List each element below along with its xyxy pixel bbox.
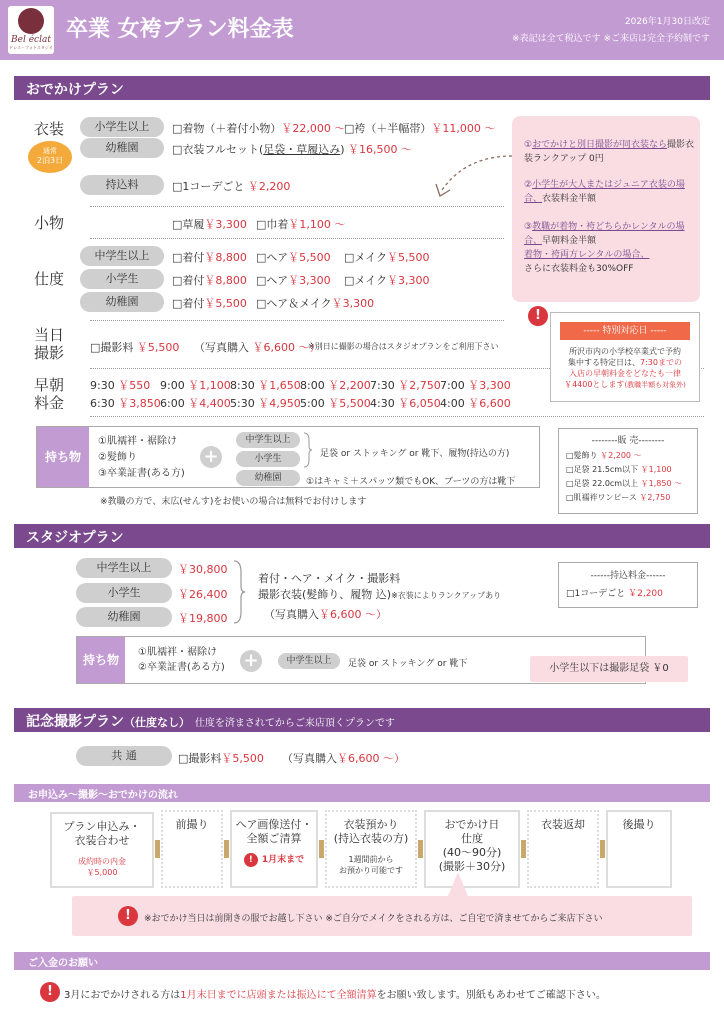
early-fee-entry	[370, 395, 441, 411]
flow-step-label: 衣装返却	[541, 818, 585, 831]
item-name: □着付	[172, 251, 205, 264]
sale-item	[566, 477, 682, 491]
sale-item-price: ￥2,750	[639, 493, 671, 502]
studio-carryin-item	[566, 586, 663, 599]
purchase-price: ￥6,600 ～）	[252, 341, 321, 354]
item-name: □着付	[172, 274, 205, 287]
dashed-arrow-icon	[426, 150, 516, 200]
bring-label: 持ち物	[37, 427, 89, 487]
early-fee-entry	[370, 377, 441, 393]
item-price: ￥3,300	[288, 274, 331, 287]
flow-step-label: (40～90分)	[442, 846, 502, 859]
early-fee-entry	[230, 377, 301, 393]
bring-note-2: ①はキャミ＋スパッツ類でもOK、ブーツの方は靴下	[306, 477, 516, 487]
flow-note: ※おでかけ当日は前開きの服でお越し下さい ※ご自分でメイクをされる方は、ご自宅で済ませてからご来店下さい	[144, 914, 603, 924]
prep-row-kinder-hairmake	[256, 295, 374, 311]
divider	[90, 238, 504, 239]
info-num: ②	[524, 180, 533, 190]
early-price: ￥3,850	[118, 397, 161, 410]
tag-prep-elementary: 小学生	[80, 269, 164, 289]
item-underlined: 足袋・草履込み	[263, 143, 341, 156]
costume-item-fullset	[172, 141, 412, 157]
purchase-label: （写真購入	[194, 341, 249, 354]
section-studio-plan	[14, 524, 710, 548]
sale-item	[566, 463, 682, 477]
sale-list	[566, 449, 682, 505]
photo-purchase	[194, 339, 321, 355]
early-fee-entry	[160, 377, 231, 393]
early-price: ￥1,650	[258, 379, 301, 392]
purchase-price: ￥6,600 ～）	[337, 752, 405, 765]
sale-item-name: □足袋 22.0cm以上	[566, 479, 641, 488]
section-title: 記念撮影プラン	[26, 714, 124, 730]
early-fee-entry	[440, 395, 511, 411]
studio-tag-middle: 中学生以上	[76, 558, 172, 578]
early-fee-entry	[90, 395, 161, 411]
studio-price-kinder: ￥19,800	[178, 612, 228, 625]
flow-step	[606, 810, 672, 888]
accessory-kinchaku	[256, 216, 345, 232]
flow-step-label: (撮影＋30分)	[438, 860, 506, 873]
special-l4s: (教職半額も対象外)	[624, 381, 686, 389]
early-fee-entry	[300, 377, 371, 393]
bring-item: ①肌襦袢・裾除け	[98, 436, 177, 447]
brace-icon	[232, 560, 246, 624]
early-price: ￥550	[118, 379, 151, 392]
photo-note: ※別日に撮影の場合はスタジオプランをご利用下さい	[308, 342, 499, 351]
flow-step-label: 全額ご清算	[246, 832, 302, 845]
photo-fee	[90, 339, 179, 355]
tag-prep-kindergarten: 幼稚園	[80, 292, 164, 312]
purchase-price: ￥6,600 ～）	[319, 608, 387, 621]
logo-subtext: ドレス・フォトスタジオ	[9, 45, 53, 50]
flow-step-label: おでかけ日	[444, 818, 500, 831]
item-name: □メイク	[344, 251, 387, 264]
flow-step-note	[327, 854, 415, 876]
studio-desc-2	[258, 586, 501, 602]
photo-label1: 当日	[34, 326, 65, 344]
section-title: スタジオプラン	[26, 530, 124, 546]
early-time: 8:00	[300, 379, 329, 392]
special-l2: 集中する特定日は、	[568, 358, 641, 367]
early-price: ￥5,500	[328, 397, 371, 410]
special-l4: ￥4400とします	[564, 380, 625, 389]
info-rest2: さらに衣装料金も30%OFF	[524, 264, 634, 274]
early-price: ￥1,100	[188, 379, 231, 392]
item-price: ￥5,500	[288, 251, 331, 264]
info-link: 教職が着物・袴どちらかレンタルの場合、	[524, 222, 685, 246]
flow-arrow-icon	[418, 840, 423, 858]
prep-row-elem	[172, 272, 247, 288]
desc2-text: 撮影衣装(髪飾り、履物 込)	[258, 588, 392, 601]
flow-step-label: 衣装預かり	[343, 818, 399, 831]
sale-item-price: ￥1,850 ～	[640, 479, 683, 488]
divider	[90, 416, 704, 417]
item-price: ￥3,300	[386, 274, 430, 287]
bring-item: ②卒業証書(ある方)	[138, 662, 225, 673]
studio-bring-list	[138, 645, 225, 675]
studio-tag-elem: 小学生	[76, 583, 172, 603]
bring-note-1: 足袋 or ストッキング or 靴下、履物(持込の方)	[320, 449, 510, 459]
bring-tag-elem: 小学生	[236, 451, 300, 467]
prep-row-middle	[172, 249, 247, 265]
tag-costume-elementary-plus: 小学生以上	[80, 117, 164, 137]
info-rest: 撮影衣装ランクアップ 0円	[524, 140, 695, 164]
info-item-3	[524, 220, 696, 276]
flow-step-label: (持込衣装の方)	[333, 832, 409, 845]
prep-row-middle-hair	[256, 249, 331, 265]
item-price: ￥3,300	[331, 297, 375, 310]
flow-note-pointer	[448, 872, 468, 896]
item-close: )	[340, 143, 345, 156]
studio-tag-kinder: 幼稚園	[76, 607, 172, 627]
early-time: 4:30	[370, 397, 399, 410]
flow-step	[325, 810, 417, 888]
flow-step	[50, 812, 154, 888]
special-day-text	[552, 346, 698, 391]
flow-arrow-icon	[319, 840, 324, 858]
item-price: ￥5,500	[136, 341, 180, 354]
studio-desc-1: 着付・ヘア・メイク・撮影料	[258, 572, 401, 585]
kinen-tag: 共 通	[76, 746, 172, 766]
sale-item-name: □髪飾り	[566, 451, 601, 460]
warning-icon: !	[244, 853, 258, 867]
early-price: ￥2,200	[328, 379, 371, 392]
item-name: □ヘア	[256, 251, 289, 264]
flow-step-note-line: お預かり可能です	[339, 866, 403, 875]
logo-text: Bel éclat	[11, 35, 51, 45]
section-sub: 仕度を済まされてからご来店頂くプランです	[194, 718, 395, 729]
payment-title: ご入金のお願い	[28, 958, 98, 969]
photo-label	[34, 326, 64, 362]
costume-label: 衣装	[34, 120, 65, 138]
studio-bring-note: 足袋 or ストッキング or 靴下	[348, 659, 468, 669]
bring-item: ②髪飾り	[98, 452, 137, 463]
flow-step-note-line: ￥5,000	[86, 868, 118, 877]
sale-item-price: ￥1,100	[640, 465, 672, 474]
kinen-fee	[178, 750, 264, 766]
early-time: 4:00	[440, 397, 469, 410]
studio-tabi-note: 小学生以下は撮影足袋 ￥0	[530, 656, 688, 682]
early-label	[34, 376, 64, 412]
flow-step	[527, 810, 599, 888]
prep-row-elem-makeup	[344, 272, 429, 288]
special-l1: 所沢市内の小学校卒業式で予約	[569, 347, 681, 356]
sale-item	[566, 491, 682, 505]
plus-icon: +	[200, 446, 222, 468]
item-name: □ヘア＆メイク	[256, 297, 332, 310]
accessory-zori	[172, 216, 247, 232]
early-fee-entry	[160, 395, 231, 411]
item-name: □着付	[172, 297, 205, 310]
early-fee-entry	[230, 395, 301, 411]
section-outing-plan	[14, 76, 710, 100]
flow-step	[161, 810, 223, 888]
revision-date: 2026年1月30日改定	[624, 17, 710, 27]
item-name: □草履	[172, 218, 205, 231]
prep-row-middle-makeup	[344, 249, 429, 265]
tag-costume-kindergarten: 幼稚園	[80, 138, 164, 158]
section-paren: （仕度なし）	[124, 716, 190, 729]
flow-step	[424, 810, 520, 888]
early-label1: 早朝	[34, 376, 65, 394]
early-time: 8:30	[230, 379, 259, 392]
flow-step-label: 前撮り	[175, 818, 209, 831]
header-note: ※表記は全て税込です ※ご来店は完全予約制です	[512, 34, 710, 44]
item-name: □1コーデごと	[566, 589, 626, 599]
early-price: ￥4,400	[188, 397, 231, 410]
section-title: おでかけプラン	[26, 82, 124, 98]
early-price: ￥2,750	[398, 379, 441, 392]
info-link: おでかけと別日撮影が同衣装なら	[532, 140, 667, 150]
early-price: ￥6,600	[468, 397, 511, 410]
payment-text	[64, 986, 606, 1001]
early-time: 9:00	[160, 379, 189, 392]
item-name: □撮影料	[178, 752, 222, 765]
payment-pre: 3月におでかけされる方は	[64, 990, 181, 1001]
early-time: 7:00	[440, 379, 469, 392]
flow-step-label: ヘア画像送付・	[235, 818, 313, 831]
flow-step-note	[52, 856, 152, 878]
bring-item: ①肌襦袢・裾除け	[138, 647, 217, 658]
special-l3: 入店の早朝料金をどなたも一律	[569, 369, 681, 378]
sale-item-name: □足袋 21.5cm以下	[566, 465, 641, 474]
logo	[8, 6, 54, 54]
early-time: 5:00	[300, 397, 329, 410]
early-fee-entry	[300, 395, 371, 411]
early-time: 6:00	[160, 397, 189, 410]
logo-mark-icon	[18, 8, 44, 34]
info-num: ③	[524, 222, 533, 232]
special-day-title: ----- 特別対応日 -----	[560, 322, 690, 340]
warning-icon: !	[528, 306, 548, 326]
early-time: 7:30	[370, 379, 399, 392]
studio-purchase	[264, 606, 387, 622]
early-time: 6:30	[90, 397, 119, 410]
photo-label2: 撮影	[34, 344, 65, 362]
bring-list	[98, 434, 185, 482]
studio-price-middle: ￥30,800	[178, 563, 228, 576]
early-time: 5:30	[230, 397, 259, 410]
bring-tag-middle: 中学生以上	[236, 432, 300, 448]
item-price: ￥16,500 ～	[348, 143, 413, 156]
plus-icon: +	[240, 650, 262, 672]
item-price: ￥2,200	[628, 589, 663, 599]
purchase-label: （写真購入	[282, 752, 337, 765]
flow-title-bar	[14, 784, 710, 802]
bring-item: ③卒業証書(ある方)	[98, 468, 185, 479]
bring-footnote: ※教職の方で、末広(せんす)をお使いの場合は無料でお付けします	[100, 497, 367, 507]
flow-arrow-icon	[600, 840, 605, 858]
item-price: ￥5,500	[221, 752, 264, 765]
info-rest: 早朝料金半額	[542, 236, 597, 246]
flow-arrow-icon	[155, 840, 160, 858]
costume-item-kimono	[172, 120, 345, 136]
prep-row-kinder	[172, 295, 247, 311]
item-price: ￥1,100 ～	[288, 218, 346, 231]
info-link2: 着物・袴両方レンタルの場合、	[524, 250, 650, 260]
item-price: ￥5,500	[386, 251, 430, 264]
divider	[90, 206, 504, 207]
flow-step-label: 後撮り	[622, 818, 656, 831]
item-price: ￥3,300	[204, 218, 247, 231]
badge-line2: 2泊3日	[36, 156, 64, 165]
studio-carryin-title: ------持込料金------	[590, 571, 666, 581]
flow-title: お申込み～撮影～おでかけの流れ	[28, 790, 178, 801]
info-item-2	[524, 178, 696, 206]
flow-step-note-line: 1週間前から	[348, 855, 394, 864]
warning-icon: !	[118, 906, 138, 926]
bring-tag-kinder: 幼稚園	[236, 470, 300, 486]
studio-bring-label: 持ち物	[77, 637, 125, 683]
prep-label: 仕度	[34, 270, 65, 288]
item-name: □袴（＋半幅帯）	[344, 122, 432, 135]
item-name: □メイク	[344, 274, 387, 287]
payment-title-bar	[14, 952, 710, 970]
purchase-label: （写真購入	[264, 608, 319, 621]
flow-step	[230, 810, 318, 888]
item-price: ￥2,200	[247, 180, 291, 193]
flow-step-note	[232, 852, 316, 867]
sale-item	[566, 449, 682, 463]
sale-item-name: □肌襦袢ワンピース	[566, 493, 640, 502]
payment-highlight: 1月末日までに店頭または振込にて全額清算	[180, 990, 377, 1001]
badge-line1: 通常	[43, 147, 57, 155]
flow-step-note-text: 1月末まで	[261, 855, 305, 865]
tag-prep-middle-plus: 中学生以上	[80, 246, 164, 266]
desc2-note: ※衣装によりランクアップあり	[391, 591, 502, 600]
page-title: 卒業 女袴プラン料金表	[66, 17, 294, 42]
early-fee-entry	[90, 377, 150, 393]
carry-in-item	[172, 178, 290, 194]
flow-step-label: プラン申込み・	[63, 820, 141, 833]
early-time: 9:30	[90, 379, 119, 392]
flow-steps	[50, 810, 690, 894]
item-price: ￥22,000 ～	[281, 122, 346, 135]
item-name: □撮影料	[90, 341, 134, 354]
flow-step-label: 衣装合わせ	[74, 834, 130, 847]
info-num: ①	[524, 140, 533, 150]
sale-title: --------販 売--------	[591, 436, 665, 446]
early-label2: 料金	[34, 394, 65, 412]
flow-arrow-icon	[521, 840, 526, 858]
brace-icon	[302, 432, 312, 468]
item-name: □1コーデごと	[172, 180, 245, 193]
item-price: ￥8,800	[204, 251, 247, 264]
flow-step-note-line: 成約時の内金	[78, 857, 126, 866]
early-price: ￥6,050	[398, 397, 441, 410]
item-name: □着物（＋着付小物）	[172, 122, 282, 135]
item-price: ￥11,000 ～	[431, 122, 496, 135]
item-name: □巾着	[256, 218, 289, 231]
studio-bring-tag: 中学生以上	[278, 653, 340, 669]
rental-period-badge	[28, 141, 72, 173]
item-price: ￥8,800	[204, 274, 247, 287]
payment-post: をお願い致します。別紙もあわせてご確認下さい。	[376, 990, 606, 1001]
item-price: ￥5,500	[204, 297, 247, 310]
section-kinen-plan	[14, 708, 710, 732]
early-fee-entry	[440, 377, 511, 393]
studio-price-elem: ￥26,400	[178, 588, 228, 601]
flow-step-label: 仕度	[461, 832, 483, 845]
early-price: ￥4,950	[258, 397, 301, 410]
tag-carry-in-fee: 持込料	[80, 175, 164, 195]
warning-icon: !	[40, 982, 60, 1002]
early-price: ￥3,300	[468, 379, 511, 392]
item-name: □ヘア	[256, 274, 289, 287]
accessory-label: 小物	[34, 214, 65, 232]
info-link: 小学生が大人またはジュニア衣装の場合、	[524, 180, 685, 204]
item-name: □衣装フルセット(	[172, 143, 264, 156]
special-l2r: 7:30までの	[640, 358, 682, 367]
kinen-purchase	[282, 750, 405, 766]
costume-item-hakama	[344, 120, 495, 136]
info-item-1	[524, 138, 696, 166]
divider	[90, 320, 504, 321]
flow-arrow-icon	[224, 840, 229, 858]
prep-row-elem-hair	[256, 272, 331, 288]
sale-item-price: ￥2,200 ～	[600, 451, 642, 460]
info-rest: 衣装料金半額	[542, 194, 597, 204]
